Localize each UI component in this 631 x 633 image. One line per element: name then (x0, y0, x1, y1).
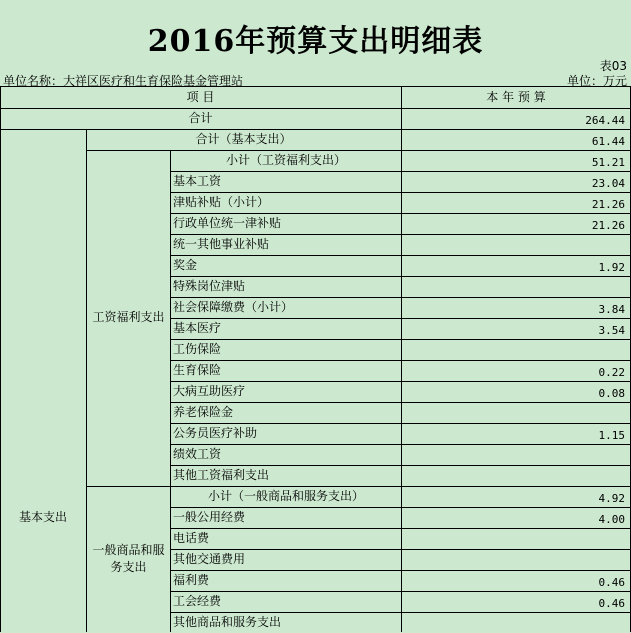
group-basic-label: 基本支出 (18, 510, 67, 524)
table-row-label: 津贴补贴（小计） (173, 195, 270, 209)
category-goods-label-line1: 一般商品和服 (92, 543, 165, 557)
table-row-value: 21.26 (591, 219, 625, 232)
table-row-value: 0.08 (598, 387, 625, 400)
table-row-label: 绩效工资 (173, 447, 222, 461)
table-row-value: 3.84 (598, 303, 625, 316)
table-row-label: 公务员医疗补助 (173, 426, 258, 440)
basic-total-label: 合计（基本支出） (195, 132, 292, 146)
table-number: 表03 (599, 59, 627, 73)
table-row-label: 奖金 (173, 258, 198, 272)
category-goods-subtotal-value: 4.92 (598, 492, 625, 505)
table-row-label: 福利费 (173, 573, 210, 587)
category-wages-label: 工资福利支出 (92, 310, 165, 324)
table-row-label: 电话费 (173, 531, 210, 545)
category-goods-label (86, 542, 171, 576)
table-row-label: 行政单位统一津补贴 (173, 216, 282, 230)
table-row-label: 一般公用经费 (173, 510, 246, 524)
table-row-label: 大病互助医疗 (173, 384, 246, 398)
table-row-label: 特殊岗位津贴 (173, 279, 246, 293)
currency-unit: 单位：万元 (566, 74, 627, 88)
table-row-value: 4.00 (598, 513, 625, 526)
table-row-value: 0.46 (598, 576, 625, 589)
table-row-value: 0.22 (598, 366, 625, 379)
total-value: 264.44 (585, 114, 625, 127)
table-row-label: 工伤保险 (173, 342, 222, 356)
table-row-value: 21.26 (591, 198, 625, 211)
table-row-label: 生育保险 (173, 363, 222, 377)
table-row-label: 基本工资 (173, 174, 222, 188)
table-row-value: 0.46 (598, 597, 625, 610)
table-row-value: 3.54 (598, 324, 625, 337)
total-label: 合计 (188, 111, 213, 125)
table-row-label: 其他工资福利支出 (173, 468, 270, 482)
table-row-label: 工会经费 (173, 594, 222, 608)
table-row-label: 基本医疗 (173, 321, 222, 335)
header-item: 项 目 (186, 90, 215, 104)
header-budget: 本 年 预 算 (486, 90, 546, 104)
basic-total-value: 61.44 (591, 135, 625, 148)
page-title: 2016年预算支出明细表 (147, 24, 484, 59)
category-goods-label-line2: 务支出 (110, 560, 147, 574)
table-row-label: 其他商品和服务支出 (173, 615, 282, 629)
category-goods-subtotal-label: 小计（一般商品和服务支出） (207, 489, 364, 503)
unit-name: 单位名称：大祥区医疗和生育保险基金管理站 (3, 74, 244, 88)
table-row-value: 23.04 (591, 177, 625, 190)
category-wages-subtotal-label: 小计（工资福利支出） (225, 153, 346, 167)
table-row-label: 养老保险金 (173, 405, 234, 419)
table-row-label: 统一其他事业补贴 (173, 237, 270, 251)
category-wages-subtotal-value: 51.21 (591, 156, 625, 169)
table-row-value: 1.92 (598, 261, 625, 274)
table-row-label: 其他交通费用 (173, 552, 246, 566)
table-row-value: 1.15 (598, 429, 625, 442)
table-row-label: 社会保障缴费（小计） (173, 300, 294, 314)
